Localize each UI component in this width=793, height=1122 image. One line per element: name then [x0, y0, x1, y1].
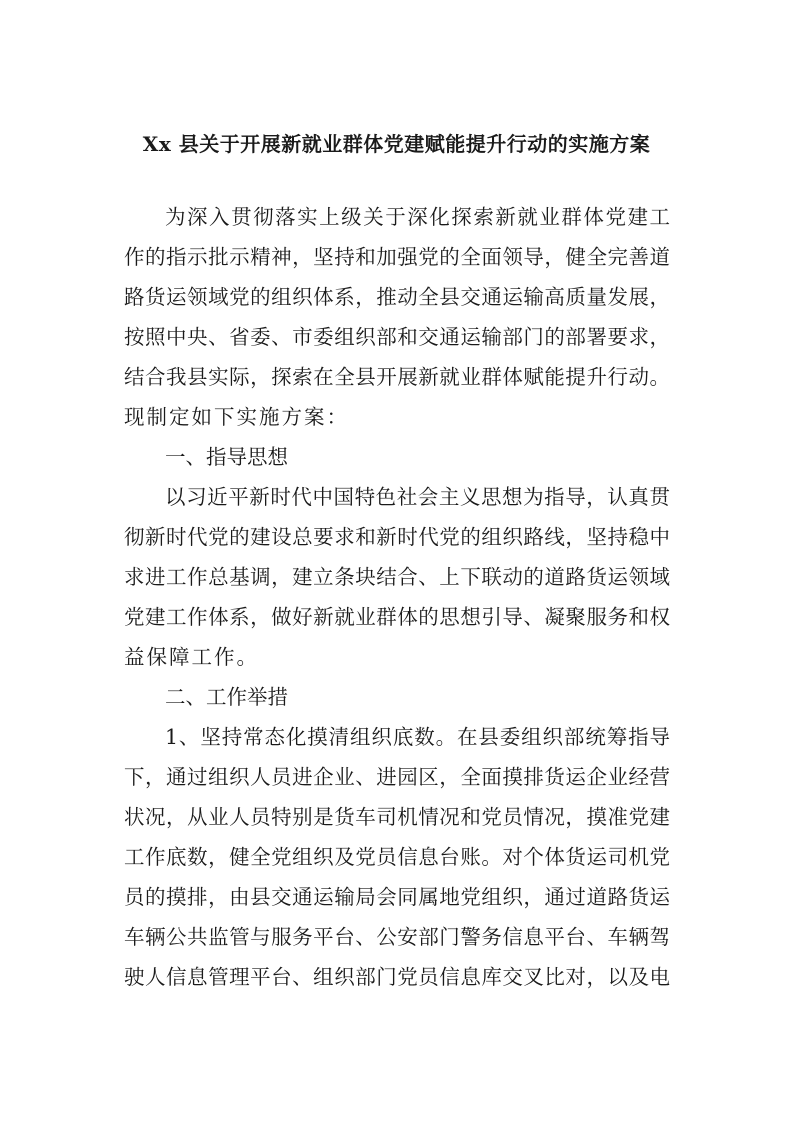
- paragraph-line: 求进工作总基调，建立条块结合、上下联动的道路货运领域: [124, 565, 670, 589]
- paragraph-line: 车辆公共监管与服务平台、公安部门警务信息平台、车辆驾: [124, 925, 670, 949]
- paragraph-line: 路货运领域党的组织体系，推动全县交通运输高质量发展，: [124, 285, 670, 309]
- paragraph-line: 益保障工作。: [124, 645, 259, 669]
- paragraph-line: 作的指示批示精神，坚持和加强党的全面领导，健全完善道: [124, 245, 670, 269]
- paragraph-line: 按照中央、省委、市委组织部和交通运输部门的部署要求，: [124, 325, 670, 349]
- paragraph-line: 现制定如下实施方案：: [124, 405, 349, 429]
- paragraph-line: 1、坚持常态化摸清组织底数。在县委组织部统筹指导: [165, 725, 670, 749]
- paragraph-line: 为深入贯彻落实上级关于深化探索新就业群体党建工: [165, 205, 670, 229]
- paragraph-line: 工作底数，健全党组织及党员信息台账。对个体货运司机党: [124, 845, 670, 869]
- paragraph-line: 结合我县实际，探索在全县开展新就业群体赋能提升行动。: [124, 365, 670, 389]
- document-body: [124, 197, 670, 997]
- paragraph-line: 状况，从业人员特别是货车司机情况和党员情况，摸准党建: [124, 805, 670, 829]
- paragraph-line: 彻新时代党的建设总要求和新时代党的组织路线，坚持稳中: [124, 525, 670, 549]
- document-title: Xx 县关于开展新就业群体党建赋能提升行动的实施方案: [142, 132, 651, 156]
- paragraph-line: 驶人信息管理平台、组织部门党员信息库交叉比对，以及电: [124, 965, 670, 989]
- section-heading: 二、工作举措: [165, 685, 288, 709]
- paragraph-line: 以习近平新时代中国特色社会主义思想为指导，认真贯: [165, 485, 670, 509]
- paragraph-line: 员的摸排，由县交通运输局会同属地党组织，通过道路货运: [124, 885, 670, 909]
- paragraph-line: 党建工作体系，做好新就业群体的思想引导、凝聚服务和权: [124, 605, 670, 629]
- section-heading: 一、指导思想: [165, 445, 288, 469]
- paragraph-line: 下，通过组织人员进企业、进园区，全面摸排货运企业经营: [124, 765, 670, 789]
